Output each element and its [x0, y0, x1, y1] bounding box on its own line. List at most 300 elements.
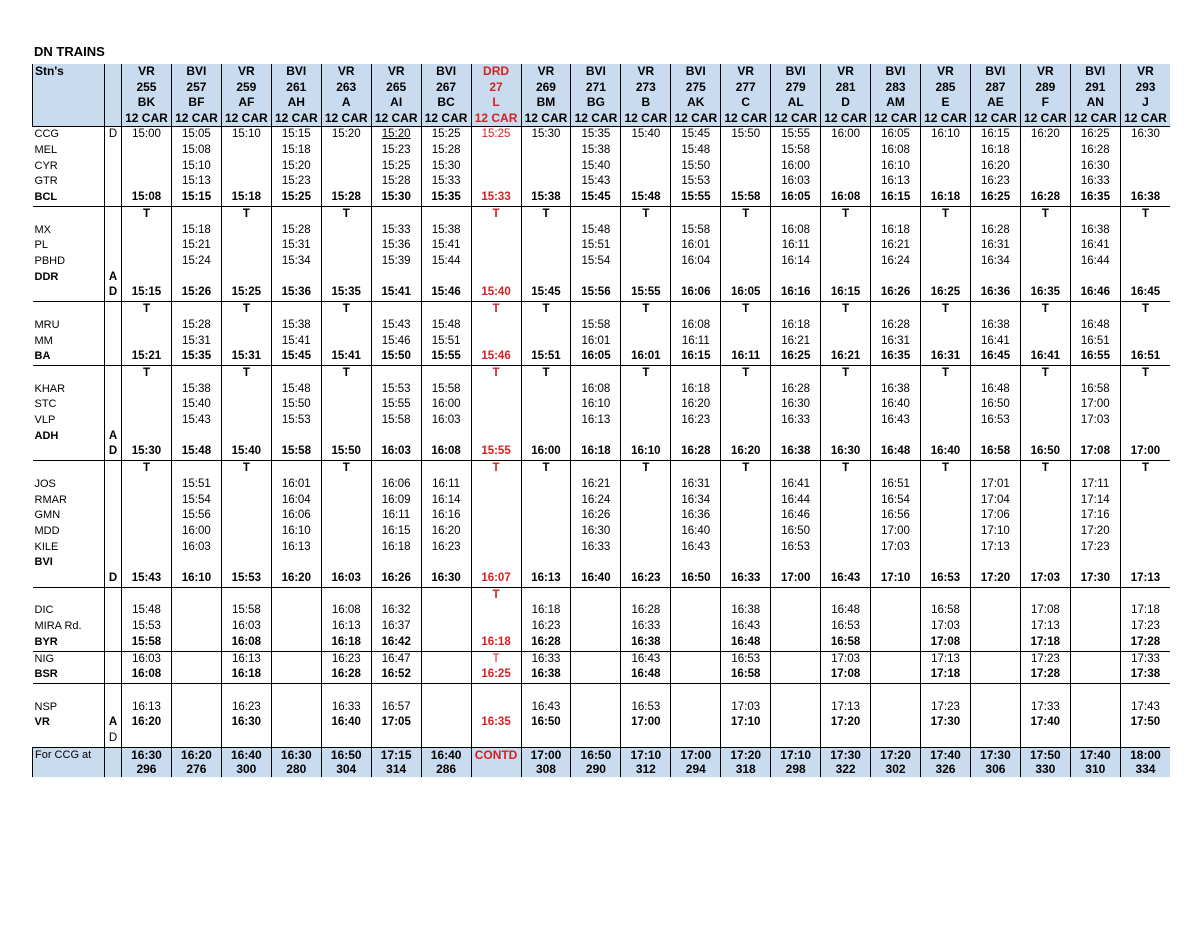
time-cell: 16:56 — [871, 508, 921, 524]
station-name: BYR — [34, 635, 58, 648]
time-cell: 16:38 — [871, 382, 921, 398]
time-cell — [621, 270, 671, 286]
time-cell — [621, 493, 671, 509]
time-cell — [1120, 143, 1170, 159]
time-cell — [871, 683, 921, 699]
time-cell: 15:50 — [721, 127, 771, 143]
time-cell — [921, 159, 971, 175]
station-name — [33, 731, 105, 747]
footer-number: 330 — [1020, 762, 1070, 777]
time-cell — [1120, 413, 1170, 429]
time-cell — [721, 493, 771, 509]
time-cell: 15:41 — [321, 349, 371, 365]
time-cell: 16:07 — [471, 571, 521, 587]
time-cell — [321, 159, 371, 175]
time-cell: 16:30 — [821, 444, 871, 460]
time-cell: 16:53 — [771, 540, 821, 556]
timetable-row — [33, 477, 1171, 493]
time-cell — [921, 540, 971, 556]
time-cell: 16:46 — [1070, 285, 1120, 301]
time-cell: 15:58 — [421, 382, 471, 398]
time-cell: 15:28 — [271, 223, 321, 239]
time-cell: 15:05 — [171, 127, 221, 143]
time-cell: T — [122, 206, 172, 222]
time-cell — [122, 477, 172, 493]
footer-time: 17:20 — [871, 747, 921, 762]
time-cell: 15:33 — [471, 190, 521, 206]
time-cell: T — [1120, 461, 1170, 477]
time-cell — [1020, 238, 1070, 254]
time-cell: 16:58 — [1070, 382, 1120, 398]
time-cell — [671, 270, 721, 286]
time-cell — [921, 318, 971, 334]
train-code: AK — [671, 95, 721, 111]
time-cell — [471, 555, 521, 571]
time-cell: 16:13 — [521, 571, 571, 587]
time-cell: T — [821, 206, 871, 222]
time-cell — [871, 619, 921, 635]
time-cell: 16:36 — [970, 285, 1020, 301]
time-cell: 16:09 — [371, 493, 421, 509]
time-cell: 16:10 — [271, 524, 321, 540]
time-cell: 15:25 — [271, 190, 321, 206]
timetable-row — [33, 555, 1171, 571]
time-cell — [471, 334, 521, 350]
time-cell — [122, 413, 172, 429]
time-cell — [821, 318, 871, 334]
time-cell: T — [321, 461, 371, 477]
time-cell — [871, 731, 921, 747]
time-cell: 16:23 — [421, 540, 471, 556]
station-name: VLP — [34, 414, 56, 427]
footer-time: 16:30 — [122, 747, 172, 762]
time-cell: 15:54 — [171, 493, 221, 509]
train-origin: BVI — [671, 64, 721, 80]
time-cell — [970, 555, 1020, 571]
time-cell — [122, 238, 172, 254]
train-car: 12 CAR — [122, 111, 172, 127]
arrive-depart-flag — [105, 365, 122, 381]
time-cell — [1020, 334, 1070, 350]
time-cell — [970, 635, 1020, 651]
time-cell: 16:08 — [871, 143, 921, 159]
time-cell: 16:38 — [621, 635, 671, 651]
time-cell: 15:38 — [421, 223, 471, 239]
train-code: D — [821, 95, 871, 111]
time-cell — [271, 667, 321, 683]
train-code: J — [1120, 95, 1170, 111]
train-number: 265 — [371, 80, 421, 96]
time-cell — [1120, 238, 1170, 254]
footer-number: 304 — [321, 762, 371, 777]
station-name — [33, 302, 105, 318]
arrive-depart-flag — [105, 619, 122, 635]
time-cell: 15:20 — [371, 127, 421, 143]
timetable-row — [33, 254, 1171, 270]
time-cell — [970, 587, 1020, 603]
train-origin: VR — [821, 64, 871, 80]
time-cell — [271, 365, 321, 381]
time-cell: T — [1020, 206, 1070, 222]
train-origin: BVI — [1070, 64, 1120, 80]
train-origin: VR — [1020, 64, 1070, 80]
time-cell — [571, 587, 621, 603]
time-cell: 16:01 — [671, 238, 721, 254]
time-cell — [1020, 143, 1070, 159]
time-cell — [921, 270, 971, 286]
train-car: 12 CAR — [721, 111, 771, 127]
footer-time: 16:40 — [421, 747, 471, 762]
time-cell — [122, 334, 172, 350]
time-cell: T — [621, 302, 671, 318]
footer-time: 17:00 — [671, 747, 721, 762]
time-cell: 16:51 — [1070, 334, 1120, 350]
arrive-depart-flag — [105, 190, 122, 206]
time-cell — [921, 508, 971, 524]
time-cell — [221, 223, 271, 239]
time-cell: 16:32 — [371, 603, 421, 619]
station-name — [33, 683, 105, 699]
station-name: MEL — [34, 144, 58, 157]
time-cell: 15:54 — [571, 254, 621, 270]
station-name: MM — [34, 334, 53, 347]
time-cell: 16:10 — [171, 571, 221, 587]
time-cell: 17:30 — [921, 715, 971, 731]
time-cell: T — [321, 365, 371, 381]
time-cell: 17:03 — [821, 651, 871, 667]
arrive-depart-flag: A — [105, 270, 122, 286]
time-cell — [471, 397, 521, 413]
footer-number: 314 — [371, 762, 421, 777]
time-cell — [221, 508, 271, 524]
time-cell — [371, 429, 421, 445]
time-cell: 15:28 — [421, 143, 471, 159]
train-code: AE — [970, 95, 1020, 111]
time-cell — [621, 477, 671, 493]
time-cell: 16:01 — [571, 334, 621, 350]
train-number: 291 — [1070, 80, 1120, 96]
station-name — [33, 365, 105, 381]
time-cell — [171, 683, 221, 699]
time-cell — [721, 174, 771, 190]
time-cell — [621, 223, 671, 239]
train-code: AL — [771, 95, 821, 111]
train-car: 12 CAR — [171, 111, 221, 127]
time-cell: T — [471, 461, 521, 477]
time-cell — [122, 254, 172, 270]
time-cell: 15:51 — [171, 477, 221, 493]
time-cell — [171, 667, 221, 683]
time-cell — [721, 413, 771, 429]
train-origin: BVI — [871, 64, 921, 80]
train-car: 12 CAR — [421, 111, 471, 127]
time-cell — [321, 382, 371, 398]
time-cell: 17:03 — [1070, 413, 1120, 429]
time-cell — [1120, 397, 1170, 413]
time-cell — [571, 302, 621, 318]
train-car: 12 CAR — [321, 111, 371, 127]
time-cell: 15:53 — [122, 619, 172, 635]
time-cell — [871, 700, 921, 716]
time-cell: 15:48 — [621, 190, 671, 206]
time-cell: 16:03 — [371, 444, 421, 460]
time-cell — [921, 174, 971, 190]
time-cell: 16:26 — [571, 508, 621, 524]
time-cell: 16:34 — [970, 254, 1020, 270]
time-cell: 16:18 — [871, 223, 921, 239]
arrive-depart-flag — [105, 174, 122, 190]
time-cell: 17:18 — [1020, 635, 1070, 651]
time-cell: 17:23 — [1070, 540, 1120, 556]
time-cell — [321, 493, 371, 509]
timetable-row — [33, 238, 1171, 254]
time-cell — [771, 206, 821, 222]
time-cell: 15:58 — [221, 603, 271, 619]
time-cell: 16:40 — [671, 524, 721, 540]
time-cell — [1070, 635, 1120, 651]
train-car: 12 CAR — [621, 111, 671, 127]
time-cell: 16:58 — [721, 667, 771, 683]
time-cell: 17:03 — [921, 619, 971, 635]
time-cell: 16:46 — [771, 508, 821, 524]
time-cell — [571, 365, 621, 381]
time-cell: 16:31 — [921, 349, 971, 365]
stations-header-blank — [33, 95, 105, 111]
time-cell: 16:18 — [371, 540, 421, 556]
time-cell: T — [821, 461, 871, 477]
time-cell — [771, 429, 821, 445]
time-cell: 15:33 — [421, 174, 471, 190]
time-cell: 16:33 — [621, 619, 671, 635]
footer-number: 280 — [271, 762, 321, 777]
time-cell: T — [221, 365, 271, 381]
time-cell — [921, 397, 971, 413]
time-cell: 17:00 — [871, 524, 921, 540]
time-cell — [970, 603, 1020, 619]
time-cell: 15:28 — [321, 190, 371, 206]
time-cell: 16:33 — [571, 540, 621, 556]
time-cell: 16:38 — [970, 318, 1020, 334]
time-cell — [571, 731, 621, 747]
time-cell: 15:46 — [471, 349, 521, 365]
timetable-row — [33, 397, 1171, 413]
time-cell — [122, 397, 172, 413]
time-cell: 15:56 — [171, 508, 221, 524]
time-cell: 15:43 — [571, 174, 621, 190]
time-cell: T — [471, 302, 521, 318]
time-cell: 15:55 — [421, 349, 471, 365]
time-cell — [871, 206, 921, 222]
time-cell — [321, 397, 371, 413]
footer-number: 302 — [871, 762, 921, 777]
time-cell — [521, 382, 571, 398]
time-cell — [471, 238, 521, 254]
footer-time: 17:00 — [521, 747, 571, 762]
time-cell: 16:25 — [921, 285, 971, 301]
time-cell — [421, 206, 471, 222]
time-cell: 16:18 — [671, 382, 721, 398]
time-cell: 16:58 — [821, 635, 871, 651]
time-cell: 15:43 — [171, 413, 221, 429]
time-cell — [721, 477, 771, 493]
time-cell — [871, 365, 921, 381]
time-cell: 15:15 — [171, 190, 221, 206]
time-cell — [970, 619, 1020, 635]
time-cell: 15:46 — [421, 285, 471, 301]
time-cell: 15:10 — [221, 127, 271, 143]
time-cell — [521, 238, 571, 254]
time-cell: 17:00 — [621, 715, 671, 731]
time-cell — [621, 429, 671, 445]
time-cell — [521, 334, 571, 350]
time-cell — [771, 587, 821, 603]
footer-number: 290 — [571, 762, 621, 777]
time-cell: 15:26 — [171, 285, 221, 301]
time-cell — [321, 555, 371, 571]
station-name: BVI — [34, 556, 53, 569]
time-cell: 16:06 — [671, 285, 721, 301]
time-cell: 17:10 — [970, 524, 1020, 540]
train-code: F — [1020, 95, 1070, 111]
time-cell: 16:43 — [721, 619, 771, 635]
ad-header-blank — [105, 95, 122, 111]
time-cell: 15:18 — [171, 223, 221, 239]
time-cell: 16:18 — [471, 635, 521, 651]
time-cell — [671, 302, 721, 318]
arrive-depart-flag — [105, 302, 122, 318]
footer-row-times — [33, 747, 1171, 762]
timetable-row — [33, 587, 1171, 603]
time-cell — [271, 603, 321, 619]
time-cell: 16:08 — [421, 444, 471, 460]
time-cell: 16:38 — [1070, 223, 1120, 239]
time-cell: 15:40 — [171, 397, 221, 413]
timetable-row — [33, 508, 1171, 524]
time-cell: 16:11 — [421, 477, 471, 493]
time-cell: 16:52 — [371, 667, 421, 683]
time-cell: 15:23 — [271, 174, 321, 190]
time-cell: 16:10 — [871, 159, 921, 175]
time-cell: 16:30 — [1120, 127, 1170, 143]
time-cell — [621, 238, 671, 254]
time-cell — [271, 731, 321, 747]
time-cell: 16:44 — [771, 493, 821, 509]
time-cell — [821, 731, 871, 747]
time-cell: 17:04 — [970, 493, 1020, 509]
time-cell — [970, 206, 1020, 222]
time-cell: 17:50 — [1120, 715, 1170, 731]
time-cell: 15:41 — [371, 285, 421, 301]
time-cell — [221, 238, 271, 254]
time-cell: 16:50 — [521, 715, 571, 731]
time-cell: 17:11 — [1070, 477, 1120, 493]
timetable-row — [33, 285, 1171, 301]
station-name: JOS — [34, 477, 56, 490]
time-cell: T — [521, 302, 571, 318]
time-cell: 16:43 — [621, 651, 671, 667]
time-cell: 16:54 — [871, 493, 921, 509]
time-cell — [1120, 159, 1170, 175]
time-cell: T — [471, 587, 521, 603]
time-cell: 16:04 — [271, 493, 321, 509]
time-cell — [1020, 731, 1070, 747]
time-cell: 17:13 — [970, 540, 1020, 556]
arrive-depart-flag — [105, 318, 122, 334]
time-cell — [771, 461, 821, 477]
time-cell — [271, 555, 321, 571]
time-cell: 16:18 — [921, 190, 971, 206]
timetable-row — [33, 731, 1171, 747]
time-cell — [921, 429, 971, 445]
time-cell — [921, 683, 971, 699]
arrive-depart-flag: D — [105, 444, 122, 460]
time-cell — [521, 683, 571, 699]
time-cell — [221, 413, 271, 429]
time-cell — [1020, 397, 1070, 413]
time-cell — [721, 524, 771, 540]
time-cell: 17:18 — [921, 667, 971, 683]
station-name: NIG — [33, 651, 105, 667]
time-cell — [970, 651, 1020, 667]
time-cell: T — [521, 206, 571, 222]
time-cell — [921, 334, 971, 350]
arrive-depart-flag — [105, 667, 122, 683]
time-cell — [221, 493, 271, 509]
train-number: 277 — [721, 80, 771, 96]
time-cell: 16:48 — [721, 635, 771, 651]
footer-time: 18:00 — [1120, 747, 1170, 762]
time-cell: 16:28 — [771, 382, 821, 398]
time-cell: 16:08 — [821, 190, 871, 206]
time-cell — [1070, 270, 1120, 286]
time-cell — [721, 238, 771, 254]
time-cell: 16:51 — [871, 477, 921, 493]
train-code: BK — [122, 95, 172, 111]
time-cell: 15:38 — [271, 318, 321, 334]
time-cell — [921, 223, 971, 239]
time-cell: 15:55 — [471, 444, 521, 460]
footer-time: 16:50 — [571, 747, 621, 762]
time-cell: 15:50 — [271, 397, 321, 413]
footer-number — [471, 762, 521, 777]
time-cell: 17:43 — [1120, 700, 1170, 716]
time-cell — [970, 302, 1020, 318]
time-cell — [970, 461, 1020, 477]
time-cell — [821, 413, 871, 429]
train-car: 12 CAR — [871, 111, 921, 127]
train-origin: VR — [521, 64, 571, 80]
train-code: L — [471, 95, 521, 111]
time-cell — [821, 174, 871, 190]
time-cell — [471, 429, 521, 445]
time-cell — [671, 635, 721, 651]
time-cell: 16:28 — [671, 444, 721, 460]
time-cell — [671, 651, 721, 667]
train-origin: VR — [1120, 64, 1170, 80]
time-cell — [721, 587, 771, 603]
time-cell: 17:10 — [871, 571, 921, 587]
time-cell — [171, 206, 221, 222]
time-cell: 15:25 — [371, 159, 421, 175]
time-cell — [1020, 540, 1070, 556]
time-cell — [1070, 555, 1120, 571]
time-cell — [871, 555, 921, 571]
train-origin: VR — [371, 64, 421, 80]
time-cell — [122, 318, 172, 334]
footer-number: 322 — [821, 762, 871, 777]
train-number: 261 — [271, 80, 321, 96]
time-cell: 16:53 — [721, 651, 771, 667]
